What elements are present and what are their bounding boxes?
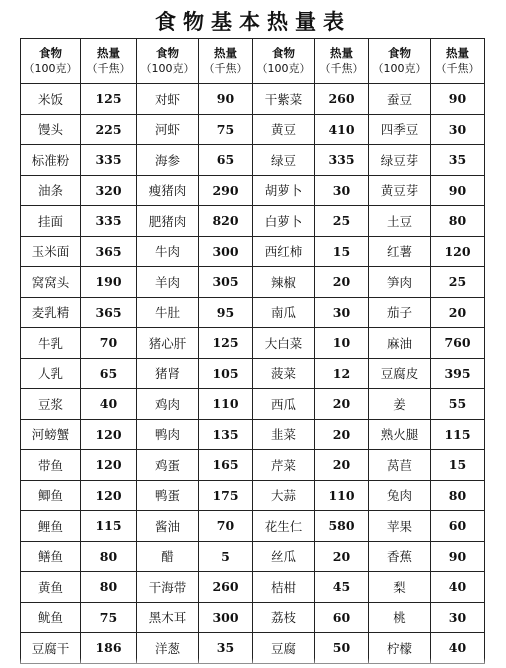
table-row — [21, 145, 485, 176]
food-name-cell: 鱿鱼 — [21, 602, 81, 633]
calorie-value-cell: 15 — [315, 236, 369, 267]
calorie-value-cell: 90 — [431, 84, 485, 115]
food-name-cell: 鸡肉 — [137, 389, 199, 420]
calorie-value-cell: 90 — [199, 84, 253, 115]
food-name-cell: 干海带 — [137, 572, 199, 603]
food-name-cell: 河虾 — [137, 114, 199, 145]
calorie-value-cell: 20 — [315, 541, 369, 572]
food-name-cell: 牛肉 — [137, 236, 199, 267]
food-name-cell: 白萝卜 — [253, 206, 315, 237]
calorie-value-cell: 20 — [431, 297, 485, 328]
header-food — [137, 39, 199, 84]
calorie-value-cell: 365 — [81, 236, 137, 267]
calorie-value-cell: 15 — [431, 450, 485, 481]
calorie-value-cell: 25 — [315, 206, 369, 237]
food-name-cell: 米饭 — [21, 84, 81, 115]
food-name-cell: 豆浆 — [21, 389, 81, 420]
food-name-cell: 猪心肝 — [137, 328, 199, 359]
calorie-value-cell: 120 — [431, 236, 485, 267]
calorie-value-cell: 40 — [431, 633, 485, 664]
table-row — [21, 541, 485, 572]
food-name-cell: 胡萝卜 — [253, 175, 315, 206]
food-name-cell: 花生仁 — [253, 511, 315, 542]
table-row — [21, 114, 485, 145]
calorie-value-cell: 45 — [315, 572, 369, 603]
food-name-cell: 玉米面 — [21, 236, 81, 267]
calorie-value-cell: 120 — [81, 480, 137, 511]
header-food — [369, 39, 431, 84]
food-name-cell: 带鱼 — [21, 450, 81, 481]
calorie-value-cell: 105 — [199, 358, 253, 389]
calorie-value-cell: 760 — [431, 328, 485, 359]
food-name-cell: 窝窝头 — [21, 267, 81, 298]
header-kj-unit: （千焦） — [435, 62, 480, 75]
food-name-cell: 柠檬 — [369, 633, 431, 664]
food-name-cell: 鲫鱼 — [21, 480, 81, 511]
calorie-value-cell: 120 — [81, 419, 137, 450]
calorie-value-cell: 320 — [81, 175, 137, 206]
calorie-value-cell: 115 — [81, 511, 137, 542]
food-name-cell: 兔肉 — [369, 480, 431, 511]
calorie-value-cell: 820 — [199, 206, 253, 237]
calorie-value-cell: 395 — [431, 358, 485, 389]
food-name-cell: 鳝鱼 — [21, 541, 81, 572]
calorie-table — [20, 38, 485, 664]
food-name-cell: 黄豆芽 — [369, 175, 431, 206]
calorie-value-cell: 190 — [81, 267, 137, 298]
header-kj — [315, 39, 369, 84]
calorie-value-cell: 40 — [431, 572, 485, 603]
calorie-value-cell: 80 — [81, 541, 137, 572]
food-name-cell: 对虾 — [137, 84, 199, 115]
table-row — [21, 236, 485, 267]
calorie-value-cell: 20 — [315, 267, 369, 298]
calorie-value-cell: 40 — [81, 389, 137, 420]
food-name-cell: 黄豆 — [253, 114, 315, 145]
calorie-value-cell: 90 — [431, 175, 485, 206]
food-name-cell: 西红柿 — [253, 236, 315, 267]
food-name-cell: 酱油 — [137, 511, 199, 542]
calorie-value-cell: 30 — [431, 114, 485, 145]
calorie-value-cell: 75 — [199, 114, 253, 145]
table-row — [21, 358, 485, 389]
calorie-value-cell: 50 — [315, 633, 369, 664]
calorie-value-cell: 30 — [431, 602, 485, 633]
calorie-value-cell: 5 — [199, 541, 253, 572]
food-name-cell: 绿豆芽 — [369, 145, 431, 176]
calorie-value-cell: 90 — [431, 541, 485, 572]
food-name-cell: 海参 — [137, 145, 199, 176]
calorie-value-cell: 95 — [199, 297, 253, 328]
calorie-value-cell: 20 — [315, 419, 369, 450]
calorie-value-cell: 65 — [199, 145, 253, 176]
table-row — [21, 267, 485, 298]
calorie-value-cell: 365 — [81, 297, 137, 328]
calorie-value-cell: 120 — [81, 450, 137, 481]
food-name-cell: 大白菜 — [253, 328, 315, 359]
food-name-cell: 姜 — [369, 389, 431, 420]
food-name-cell: 鲤鱼 — [21, 511, 81, 542]
calorie-value-cell: 60 — [431, 511, 485, 542]
page-title: 食物基本热量表 — [155, 10, 351, 34]
calorie-value-cell: 80 — [431, 206, 485, 237]
table-row — [21, 572, 485, 603]
header-kj-unit: （千焦） — [86, 62, 131, 75]
table-row — [21, 450, 485, 481]
header-kj-label: 热量 — [97, 46, 120, 60]
calorie-value-cell: 35 — [199, 633, 253, 664]
calorie-value-cell: 80 — [431, 480, 485, 511]
food-name-cell: 韭菜 — [253, 419, 315, 450]
calorie-value-cell: 70 — [199, 511, 253, 542]
food-name-cell: 牛乳 — [21, 328, 81, 359]
calorie-value-cell: 20 — [315, 450, 369, 481]
food-name-cell: 猪肾 — [137, 358, 199, 389]
table-row — [21, 602, 485, 633]
food-name-cell: 桃 — [369, 602, 431, 633]
food-name-cell: 鸭肉 — [137, 419, 199, 450]
calorie-value-cell: 335 — [81, 145, 137, 176]
food-name-cell: 麦乳精 — [21, 297, 81, 328]
food-name-cell: 南瓜 — [253, 297, 315, 328]
food-name-cell: 洋葱 — [137, 633, 199, 664]
header-kj-label: 热量 — [446, 46, 469, 60]
food-name-cell: 黄鱼 — [21, 572, 81, 603]
food-name-cell: 标准粉 — [21, 145, 81, 176]
table-row — [21, 297, 485, 328]
food-name-cell: 麻油 — [369, 328, 431, 359]
food-name-cell: 荔枝 — [253, 602, 315, 633]
calorie-value-cell: 125 — [199, 328, 253, 359]
header-food-label: 食物 — [156, 46, 179, 60]
table-row — [21, 206, 485, 237]
calorie-value-cell: 580 — [315, 511, 369, 542]
calorie-value-cell: 125 — [81, 84, 137, 115]
header-kj-unit: （千焦） — [203, 62, 248, 75]
food-name-cell: 丝瓜 — [253, 541, 315, 572]
calorie-value-cell: 35 — [431, 145, 485, 176]
food-name-cell: 油条 — [21, 175, 81, 206]
food-name-cell: 桔柑 — [253, 572, 315, 603]
calorie-value-cell: 65 — [81, 358, 137, 389]
food-name-cell: 河螃蟹 — [21, 419, 81, 450]
food-name-cell: 醋 — [137, 541, 199, 572]
food-name-cell: 笋肉 — [369, 267, 431, 298]
food-name-cell: 莴苣 — [369, 450, 431, 481]
header-food-unit: （100克） — [23, 62, 78, 75]
table-row — [21, 480, 485, 511]
calorie-value-cell: 290 — [199, 175, 253, 206]
calorie-value-cell: 165 — [199, 450, 253, 481]
food-name-cell: 西瓜 — [253, 389, 315, 420]
food-name-cell: 黑木耳 — [137, 602, 199, 633]
food-name-cell: 肥猪肉 — [137, 206, 199, 237]
calorie-value-cell: 335 — [81, 206, 137, 237]
calorie-value-cell: 30 — [315, 175, 369, 206]
header-food-unit: （100克） — [372, 62, 427, 75]
calorie-value-cell: 70 — [81, 328, 137, 359]
header-kj-label: 热量 — [330, 46, 353, 60]
calorie-value-cell: 55 — [431, 389, 485, 420]
header-food-label: 食物 — [272, 46, 295, 60]
calorie-value-cell: 115 — [431, 419, 485, 450]
food-name-cell: 豆腐皮 — [369, 358, 431, 389]
food-name-cell: 熟火腿 — [369, 419, 431, 450]
table-row — [21, 84, 485, 115]
food-name-cell: 鸡蛋 — [137, 450, 199, 481]
calorie-value-cell: 225 — [81, 114, 137, 145]
table-body — [21, 84, 485, 664]
table-row — [21, 419, 485, 450]
calorie-value-cell: 135 — [199, 419, 253, 450]
header-kj — [81, 39, 137, 84]
calorie-value-cell: 335 — [315, 145, 369, 176]
calorie-value-cell: 260 — [199, 572, 253, 603]
header-kj-label: 热量 — [214, 46, 237, 60]
food-name-cell: 蚕豆 — [369, 84, 431, 115]
header-food — [253, 39, 315, 84]
calorie-value-cell: 20 — [315, 389, 369, 420]
header-kj-unit: （千焦） — [319, 62, 364, 75]
food-name-cell: 绿豆 — [253, 145, 315, 176]
food-name-cell: 豆腐干 — [21, 633, 81, 664]
food-name-cell: 牛肚 — [137, 297, 199, 328]
calorie-value-cell: 25 — [431, 267, 485, 298]
calorie-value-cell: 60 — [315, 602, 369, 633]
food-name-cell: 人乳 — [21, 358, 81, 389]
table-row — [21, 175, 485, 206]
calorie-value-cell: 300 — [199, 602, 253, 633]
food-name-cell: 羊肉 — [137, 267, 199, 298]
header-kj — [199, 39, 253, 84]
calorie-value-cell: 12 — [315, 358, 369, 389]
calorie-value-cell: 175 — [199, 480, 253, 511]
header-food-unit: （100克） — [256, 62, 311, 75]
food-name-cell: 茄子 — [369, 297, 431, 328]
food-name-cell: 土豆 — [369, 206, 431, 237]
header-food-unit: （100克） — [140, 62, 195, 75]
calorie-value-cell: 186 — [81, 633, 137, 664]
header-food — [21, 39, 81, 84]
food-name-cell: 馒头 — [21, 114, 81, 145]
food-name-cell: 四季豆 — [369, 114, 431, 145]
calorie-value-cell: 260 — [315, 84, 369, 115]
table-row — [21, 511, 485, 542]
food-name-cell: 辣椒 — [253, 267, 315, 298]
calorie-value-cell: 110 — [315, 480, 369, 511]
food-name-cell: 豆腐 — [253, 633, 315, 664]
food-name-cell: 瘦猪肉 — [137, 175, 199, 206]
calorie-value-cell: 305 — [199, 267, 253, 298]
calorie-value-cell: 80 — [81, 572, 137, 603]
food-name-cell: 干紫菜 — [253, 84, 315, 115]
food-name-cell: 挂面 — [21, 206, 81, 237]
food-name-cell: 大蒜 — [253, 480, 315, 511]
header-kj — [431, 39, 485, 84]
calorie-value-cell: 10 — [315, 328, 369, 359]
calorie-value-cell: 410 — [315, 114, 369, 145]
food-name-cell: 苹果 — [369, 511, 431, 542]
food-name-cell: 香蕉 — [369, 541, 431, 572]
header-food-label: 食物 — [388, 46, 411, 60]
header-food-label: 食物 — [39, 46, 62, 60]
bottom-edge-fade — [0, 658, 506, 668]
calorie-value-cell: 110 — [199, 389, 253, 420]
food-name-cell: 鸭蛋 — [137, 480, 199, 511]
table-row — [21, 389, 485, 420]
food-name-cell: 芹菜 — [253, 450, 315, 481]
table-header-row — [21, 39, 485, 84]
calorie-value-cell: 30 — [315, 297, 369, 328]
calorie-value-cell: 75 — [81, 602, 137, 633]
food-name-cell: 菠菜 — [253, 358, 315, 389]
table-row — [21, 328, 485, 359]
food-name-cell: 红薯 — [369, 236, 431, 267]
calorie-value-cell: 300 — [199, 236, 253, 267]
food-name-cell: 梨 — [369, 572, 431, 603]
